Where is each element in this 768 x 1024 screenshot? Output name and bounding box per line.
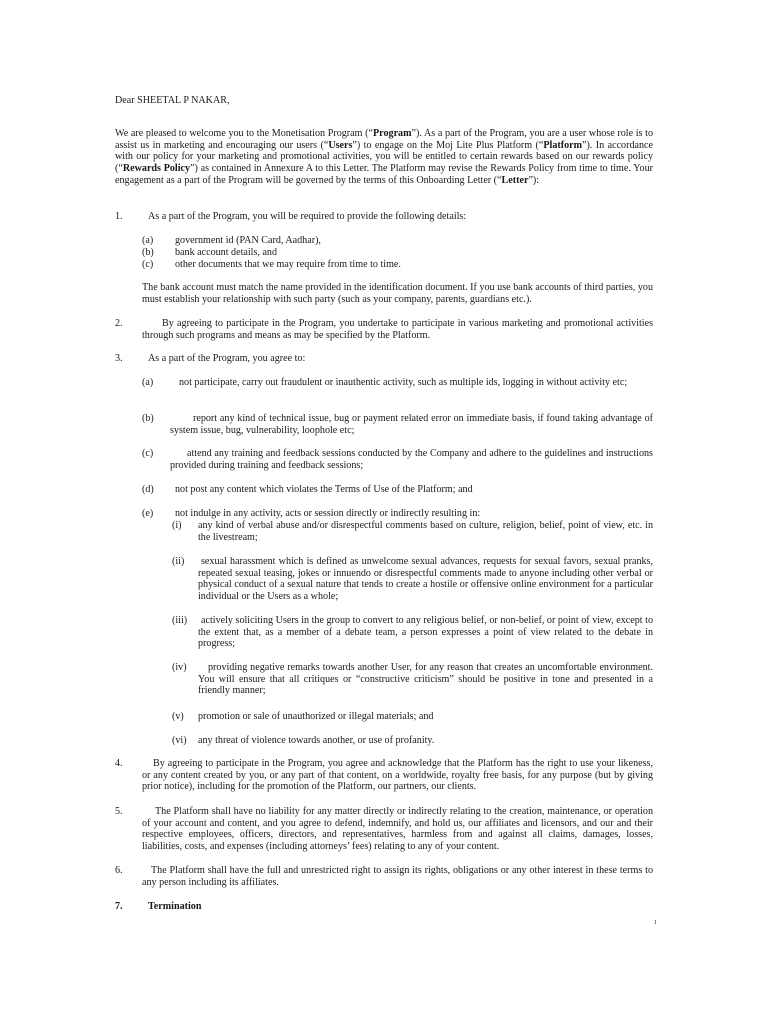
s3-subitem-vi-text: any threat of violence towards another, or use of profanity. — [198, 735, 435, 746]
s3-subitem-iv-label: (iv) — [172, 662, 187, 673]
s3-item-c-label: (c) — [142, 448, 154, 459]
s3-item-e-label: (e) — [142, 508, 154, 519]
s1-item-a-text: government id (PAN Card, Aadhar), — [175, 235, 321, 246]
s1-item-b-text: bank account details, and — [175, 247, 278, 258]
s3-subitem-ii-text: sexual harassment which is defined as unwelcome sexual advances, requests for sexual favors, sexual pranks, repeated sexual teasing, jokes or innuendo or disrespectful comments made to anyone including other verbal or physical conduct of a sexual nature that tends to create a hostile or offensive online environment for a particular individual or the Users as a whole; — [198, 556, 653, 603]
s3-item-b-text: report any kind of technical issue, bug or payment related error on immediate basis, if found taking advantage of system issue, bug, vulnerability, loophole etc; — [170, 413, 653, 436]
section-2-text: By agreeing to participate in the Program, you undertake to participate in various marketing and promotional activities through such programs and means as may be specified by the Platform. — [142, 318, 653, 341]
s3-subitem-iv-text: providing negative remarks towards another User, for any reason that creates an uncomfortable environment. You will ensure that all critiques or “constructive criticism” should be positive in tone and presented in a friendly manner; — [198, 662, 653, 697]
section-6-number: 6. — [115, 865, 123, 876]
s3-item-d-label: (d) — [142, 484, 154, 495]
section-2-number: 2. — [115, 318, 123, 329]
section-7-heading: Termination — [148, 901, 202, 912]
s1-item-c-text: other documents that we may require from time to time. — [175, 259, 401, 270]
salutation: Dear SHEETAL P NAKAR, — [115, 95, 230, 106]
page-number: 1 — [654, 920, 657, 926]
section-3-number: 3. — [115, 353, 123, 364]
s3-subitem-i-text: any kind of verbal abuse and/or disrespectful comments based on culture, religion, belief, point of view, etc. in the livestream; — [198, 520, 653, 543]
term-platform: Platform — [543, 139, 583, 151]
s3-item-b-label: (b) — [142, 413, 154, 424]
section-5-number: 5. — [115, 806, 123, 817]
s3-subitem-v-label: (v) — [172, 711, 184, 722]
section-6-text: The Platform shall have the full and unrestricted right to assign its rights, obligations or any other interest in these terms to any person including its affiliates. — [142, 865, 653, 888]
s3-item-c-text: attend any training and feedback sessions conducted by the Company and adhere to the guidelines and instructions provided during training and feedback sessions; — [170, 448, 653, 471]
s3-item-a-text: not participate, carry out fraudulent or inauthentic activity, such as multiple ids, logging in without activity etc; — [179, 377, 628, 388]
s3-item-a-label: (a) — [142, 377, 154, 388]
section-7-number: 7. — [115, 901, 123, 912]
s3-subitem-iii-label: (iii) — [172, 615, 188, 626]
section-1-text: As a part of the Program, you will be required to provide the following details: — [148, 211, 467, 222]
s3-item-d-text: not post any content which violates the Terms of Use of the Platform; and — [175, 484, 473, 495]
s3-subitem-v-text: promotion or sale of unauthorized or illegal materials; and — [198, 711, 434, 722]
section-1-number: 1. — [115, 211, 123, 222]
s3-subitem-ii-label: (ii) — [172, 556, 185, 567]
section-3-text: As a part of the Program, you agree to: — [148, 353, 306, 364]
section-1-note: The bank account must match the name provided in the identification document. If you use bank accounts of third parties, you must establish your relationship with such party (such as your company, parents, guardians etc.). — [142, 282, 653, 305]
section-4-number: 4. — [115, 758, 123, 769]
s1-item-b-label: (b) — [142, 247, 154, 258]
s3-item-e-text: not indulge in any activity, acts or session directly or indirectly resulting in: — [175, 508, 481, 519]
term-program: Program — [373, 128, 412, 139]
s1-item-c-label: (c) — [142, 259, 154, 270]
term-rewards-policy: Rewards Policy — [122, 163, 191, 175]
s3-subitem-iii-text: actively soliciting Users in the group to convert to any religious belief, or non-belief, or point of view, except to the extent that, as a member of a debate team, a person expresses a point of view related to the debate in progress; — [198, 615, 653, 650]
term-users: Users — [328, 139, 353, 151]
s3-subitem-i-label: (i) — [172, 520, 182, 531]
section-4-text: By agreeing to participate in the Program, you agree and acknowledge that the Platform has the right to use your likeness, or any content created by you, or any part of that content, on a worldwide, royalty free basis, for any purpose (but by giving prior notice), including for the promotion of the Platform, our partners, our clients. — [142, 758, 653, 793]
s3-subitem-vi-label: (vi) — [172, 735, 187, 746]
intro-paragraph: We are pleased to welcome you to the Monetisation Program (“Program”). As a part of the Program, you are a user whose role is to assist us in marketing and encouraging our users (“Users”) to engage on the Moj Lite Plus Platform (“Platform”). In accordance with our policy for your marketing and promotional activities, you will be entitled to certain rewards based on our rewards policy (“Rewards Policy”) as contained in Annexure A to this Letter. The Platform may revise the Rewards Policy from time to time. Your engagement as a part of the Program will be governed by the terms of this Onboarding Letter (“Letter”): — [115, 128, 653, 186]
s1-item-a-label: (a) — [142, 235, 154, 246]
term-letter: Letter — [501, 174, 529, 186]
section-5-text: The Platform shall have no liability for any matter directly or indirectly relating to the creation, maintenance, or operation of your account and content, and you agree to defend, indemnify, and hold us, our affiliates and licensors, and our and their respective employees, officers, directors, and representatives, harmless from and against all claims, damages, losses, liabilities, costs, and expenses (including attorneys’ fees) relating to any of your content. — [142, 806, 653, 853]
